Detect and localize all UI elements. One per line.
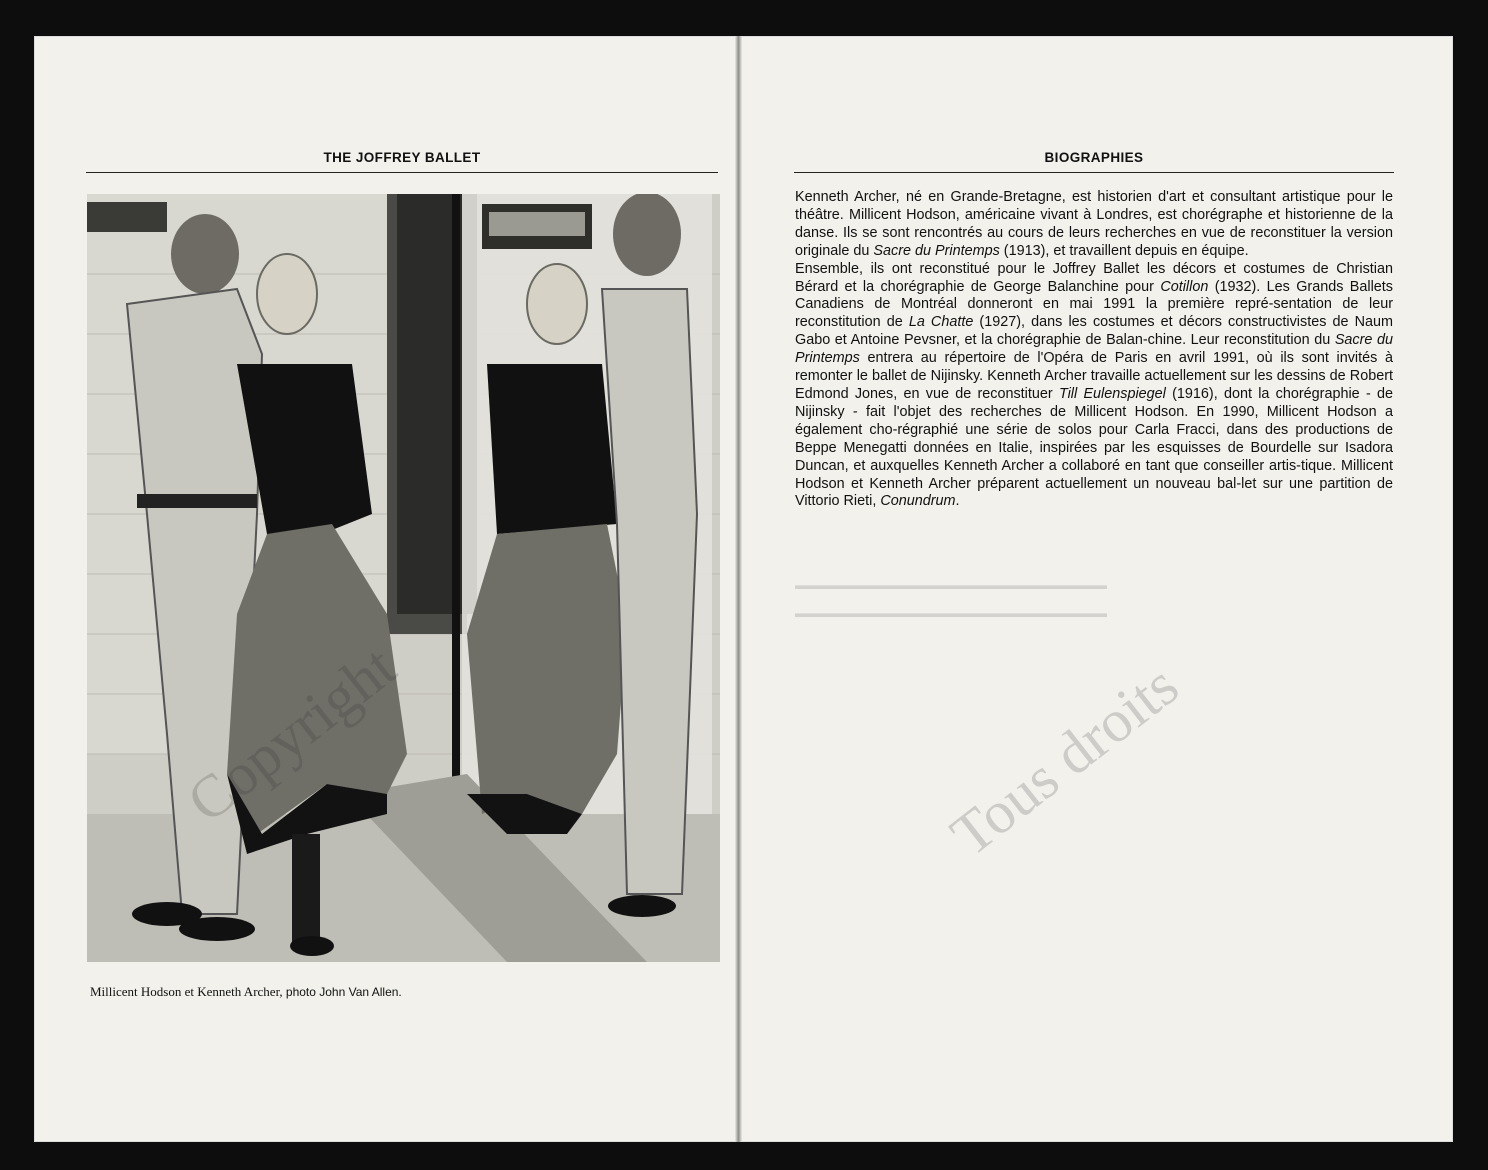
biography-text <box>795 189 1393 511</box>
text-run: (1927), dans les costumes et décors constructivistes de Naum Gabo et Antoine Pevsner, et la chorégraphie de Balan-chine. Leur reconstitution du <box>795 314 1393 349</box>
left-header-text: THE JOFFREY BALLET <box>323 150 481 165</box>
right-page <box>741 36 1453 1142</box>
watermark: Tous droits <box>938 651 1191 869</box>
italic-title: La Chatte <box>908 314 974 331</box>
caption-names: Millicent Hodson et Kenneth Archer, <box>90 984 283 999</box>
photo-image <box>87 194 720 962</box>
text-run: (1932). Les Grands Ballets Canadiens de Montréal donneront en mai 1991 la première repré-sentation de leur reconstitution de <box>795 278 1393 331</box>
italic-title: Sacre du Printemps <box>795 332 1393 367</box>
photo <box>87 194 720 962</box>
italic-title: Conundrum <box>880 493 956 510</box>
right-page-header <box>794 148 1394 173</box>
photo-caption <box>90 984 402 1000</box>
text-run: . <box>955 493 960 510</box>
italic-title: Sacre du Printemps <box>873 242 1000 259</box>
bleed-through-text: ▬▬▬▬▬▬▬▬▬▬▬▬▬▬▬▬▬▬▬▬▬▬▬▬▬▬ ▬▬▬▬▬▬▬▬▬▬▬▬▬▬▬▬▬▬▬▬▬▬▬▬▬▬ <box>795 578 1107 620</box>
text-run: entrera au répertoire de l'Opéra de Paris en avril 1991, où ils sont invités à remonter le ballet de Nijinsky. Kenneth Archer travaille actuellement sur les dessins de Robert Edmond Jones, en vue de reconstituer <box>795 350 1393 402</box>
italic-title: Till Eulenspiegel <box>1058 385 1166 402</box>
text-run: Ensemble, ils ont reconstitué pour le Joffrey Ballet les décors et costumes de Christian Bérard et la chorégraphie de George Balanchine pour <box>795 260 1393 295</box>
left-page-header <box>86 148 718 173</box>
bio-paragraph-2 <box>795 261 1393 512</box>
right-header-text: BIOGRAPHIES <box>1044 150 1144 165</box>
italic-title: Cotillon <box>1160 278 1209 295</box>
text-run: (1916), dont la chorégraphie - de Nijinsky - fait l'objet des recherches de Millicent Hodson. En 1990, Millicent Hodson a également cho-régraphié une série de solos pour Carla Fracci, dans des productions de Beppe Menegatti données en Italie, inspirées par les esquisses de Bourdelle sur Isadora Duncan, et auxquelles Kenneth Archer a collaboré en tant que conseiller artis-tique. Millicent Hodson et Kenneth Archer préparent actuellement un nouveau bal-let sur une partition de Vittorio Rieti, <box>795 385 1393 510</box>
text-run: (1913), et travaillent depuis en équipe. <box>999 242 1249 259</box>
left-page <box>34 36 736 1142</box>
bio-paragraph-1 <box>795 189 1393 261</box>
text-run: Kenneth Archer, né en Grande-Bretagne, est historien d'art et consultant artistique pour le théâtre. Millicent Hodson, américaine vivant à Londres, est chorégraphe et historienne de la danse. Ils se sont rencontrés au cours de leurs recherches en vue de reconstituer la version originale du <box>795 189 1393 259</box>
caption-credit: photo John Van Allen. <box>285 985 402 999</box>
